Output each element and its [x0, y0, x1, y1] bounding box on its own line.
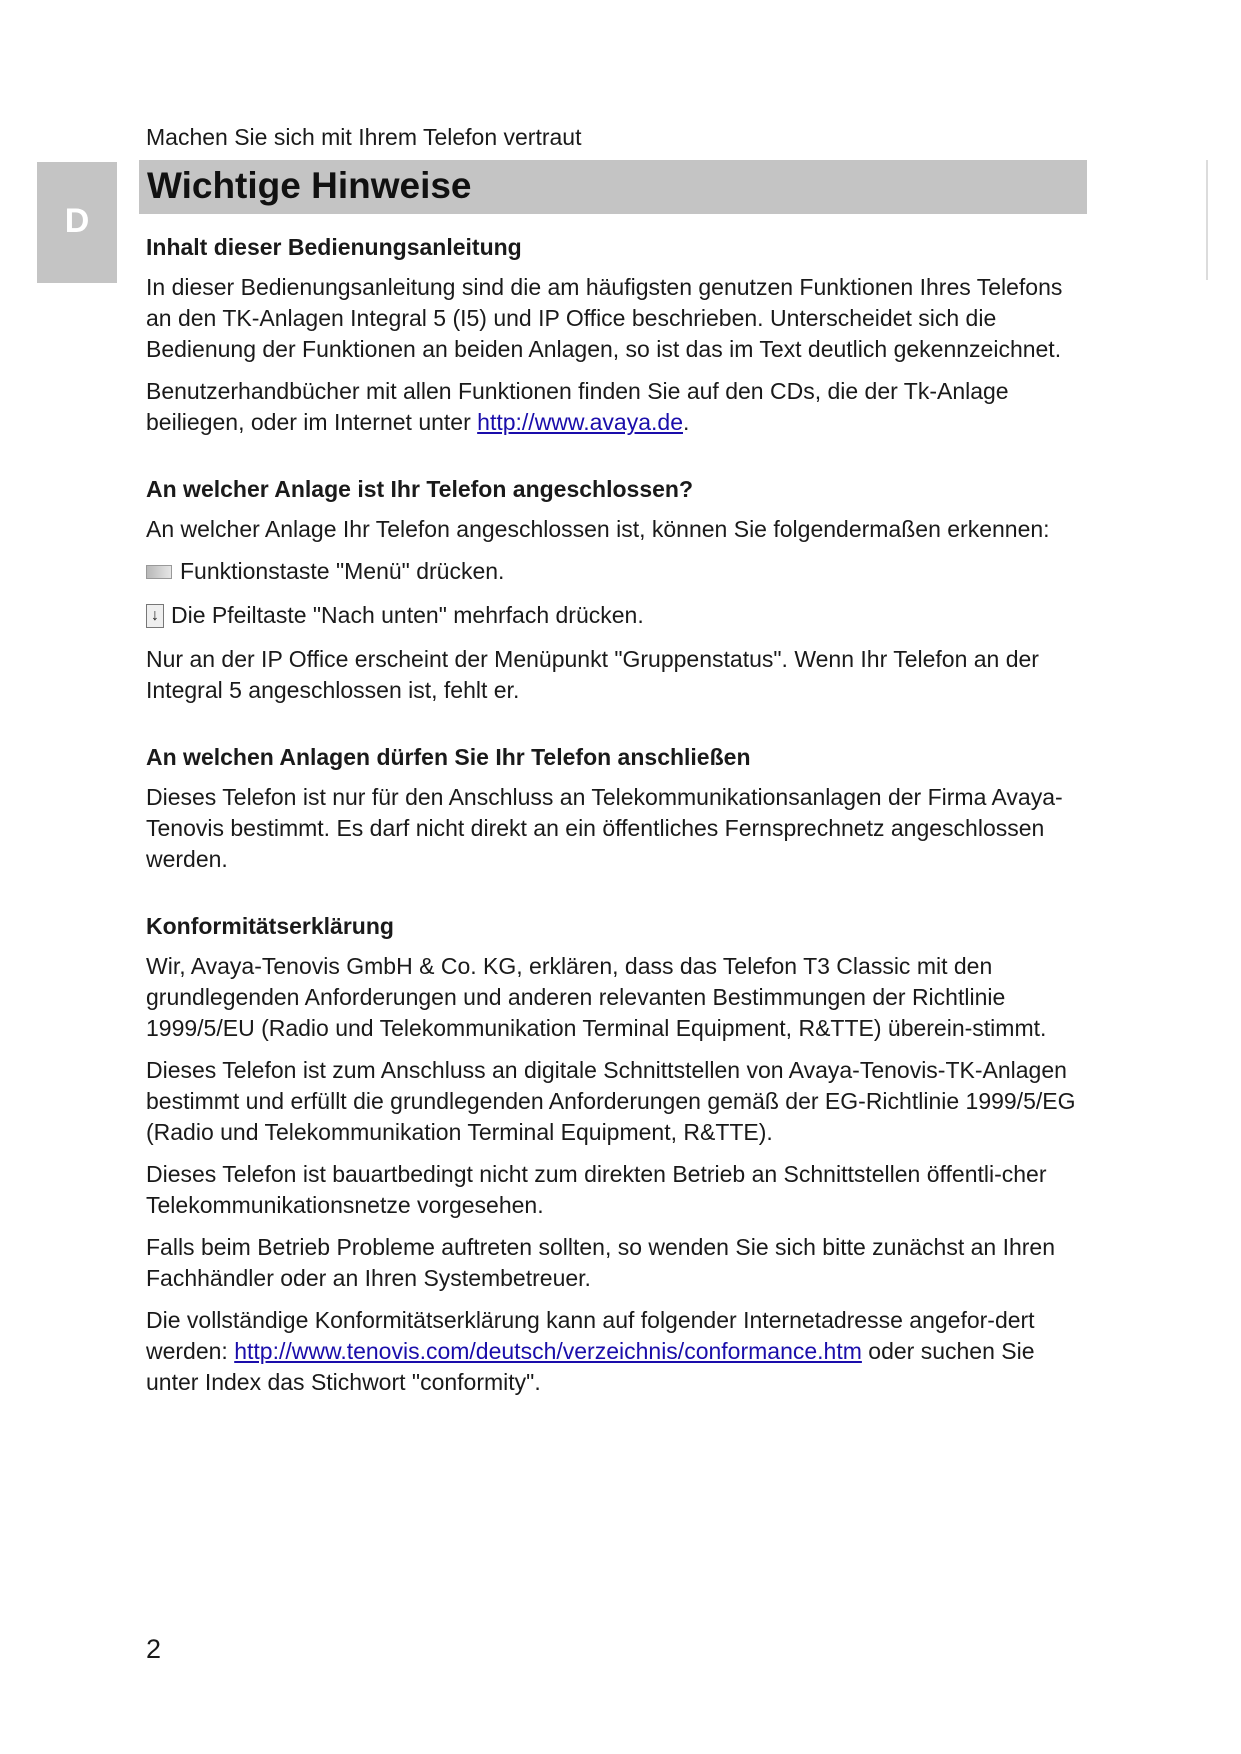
language-tab: D [37, 162, 117, 283]
step-text: Funktionstaste "Menü" drücken. [180, 558, 505, 584]
step-arrow-key [146, 600, 1092, 631]
paragraph-text: Die vollständige Konformitätserklärung kann auf folgender Internetadresse angefor-dert werden: [146, 1307, 1035, 1364]
paragraph-text: . [683, 409, 690, 435]
main-content [146, 232, 1092, 1434]
step-menu-key [146, 556, 1092, 587]
paragraph: Dieses Telefon ist zum Anschluss an digitale Schnittstellen von Avaya-Tenovis-TK-Anlagen bestimmt und erfüllt die grundlegenden Anforderungen gemäß der EG-Richtlinie 1999/5/EG (Radio und Telekommunikation Terminal Equipment, R&TTE). [146, 1057, 1076, 1145]
section-conformity [146, 911, 1092, 1398]
section-heading: Konformitätserklärung [146, 913, 394, 939]
avaya-link[interactable]: http://www.avaya.de [477, 409, 683, 435]
page-number: 2 [146, 1634, 162, 1664]
paragraph [146, 1305, 1092, 1398]
paragraph: Nur an der IP Office erscheint der Menüpunkt "Gruppenstatus". Wenn Ihr Telefon an der Integral 5 angeschlossen ist, fehlt er. [146, 646, 1039, 703]
menu-key-icon [146, 565, 172, 579]
section-heading: An welchen Anlagen dürfen Sie Ihr Telefon anschließen [146, 744, 751, 770]
paragraph-text: oder suchen Sie unter Index das Stichwort "conformity". [146, 1338, 1035, 1395]
section-which-system [146, 474, 1092, 706]
page-edge-rule [1206, 160, 1208, 280]
title-bar [139, 160, 1087, 214]
paragraph: In dieser Bedienungsanleitung sind die am häufigsten genutzen Funktionen Ihres Telefons an den TK-Anlagen Integral 5 (I5) und IP Office beschrieben. Unterscheidet sich die Bedienung der Funktionen an beiden Anlagen, so ist das im Text deutlich gekennzeichnet. [146, 274, 1063, 362]
arrow-down-key-icon: ↓ [146, 604, 164, 628]
section-allowed-systems [146, 742, 1092, 875]
paragraph: Dieses Telefon ist bauartbedingt nicht zum direkten Betrieb an Schnittstellen öffentli-cher Telekommunikationsnetze vorgesehen. [146, 1161, 1047, 1218]
section-heading: An welcher Anlage ist Ihr Telefon angeschlossen? [146, 476, 694, 502]
paragraph: Dieses Telefon ist nur für den Anschluss an Telekommunikationsanlagen der Firma Avaya-Tenovis bestimmt. Es darf nicht direkt an ein öffentliches Fernsprechnetz angeschlossen werden. [146, 784, 1063, 872]
section-heading: Inhalt dieser Bedienungsanleitung [146, 234, 522, 260]
section-manual-contents [146, 232, 1092, 438]
paragraph: Wir, Avaya-Tenovis GmbH & Co. KG, erklären, dass das Telefon T3 Classic mit den grundlegenden Anforderungen und anderen relevanten Bestimmungen der Richtlinie 1999/5/EU (Radio und Telekommunikation Terminal Equipment, R&TTE) überein-stimmt. [146, 953, 1047, 1041]
paragraph: An welcher Anlage Ihr Telefon angeschlossen ist, können Sie folgendermaßen erkennen: [146, 516, 1050, 542]
conformance-link[interactable]: http://www.tenovis.com/deutsch/verzeichnis/conformance.htm [234, 1338, 862, 1364]
paragraph [146, 376, 1092, 438]
running-header: Machen Sie sich mit Ihrem Telefon vertraut [146, 124, 582, 150]
paragraph-text: Benutzerhandbücher mit allen Funktionen finden Sie auf den CDs, die der Tk-Anlage beiliegen, oder im Internet unter [146, 378, 1009, 435]
page-title: Wichtige Hinweise [147, 165, 472, 206]
step-text: Die Pfeiltaste "Nach unten" mehrfach drücken. [171, 602, 644, 628]
paragraph: Falls beim Betrieb Probleme auftreten sollten, so wenden Sie sich bitte zunächst an Ihren Fachhändler oder an Ihren Systembetreuer. [146, 1234, 1055, 1291]
